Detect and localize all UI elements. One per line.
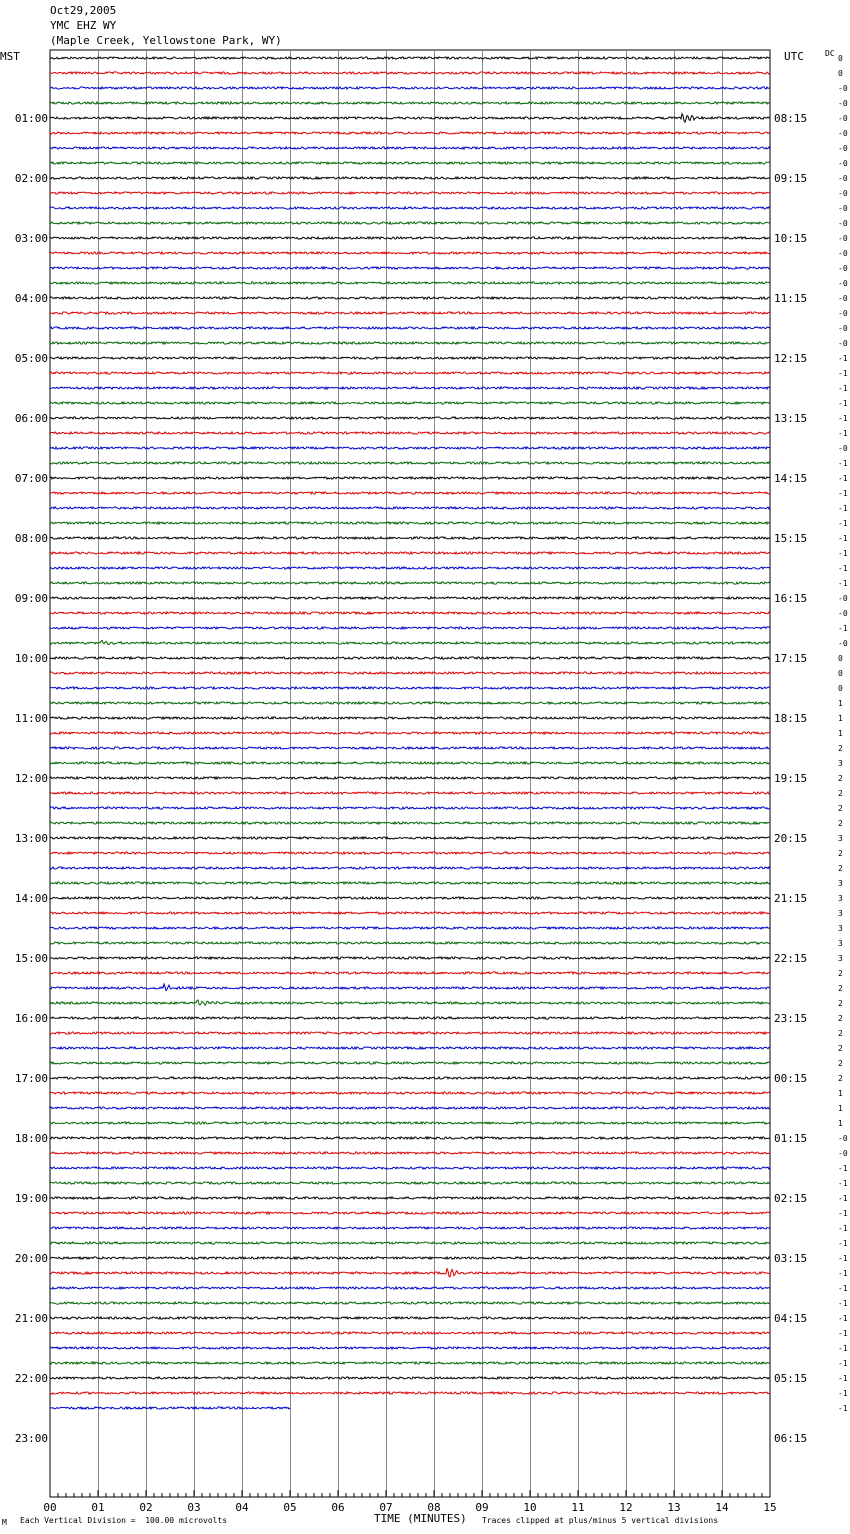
dc-offset-value: 2 bbox=[838, 969, 843, 978]
trace-line bbox=[50, 312, 770, 314]
dc-offset-value: -1 bbox=[838, 399, 848, 408]
dc-offset-value: 0 bbox=[838, 69, 843, 78]
x-tick-label: 04 bbox=[235, 1501, 249, 1514]
dc-offset-value: 1 bbox=[838, 699, 843, 708]
hour-label-right: 08:15 bbox=[774, 112, 808, 125]
dc-offset-value: -0 bbox=[838, 639, 848, 648]
trace-line bbox=[50, 1257, 770, 1259]
trace-line bbox=[50, 1122, 770, 1124]
x-tick-label: 10 bbox=[523, 1501, 537, 1514]
dc-offset-value: -1 bbox=[838, 459, 848, 468]
dc-offset-value: -1 bbox=[838, 1329, 848, 1338]
trace-line bbox=[50, 432, 770, 434]
dc-offset-value: -1 bbox=[838, 1404, 848, 1413]
trace-line bbox=[50, 747, 770, 749]
dc-offset-value: -0 bbox=[838, 324, 848, 333]
station-title: YMC EHZ WY bbox=[50, 19, 117, 32]
dc-offset-value: 1 bbox=[838, 1104, 843, 1113]
trace-line bbox=[50, 762, 770, 764]
hour-label-left: 06:00 bbox=[14, 412, 48, 425]
dc-offset-value: -0 bbox=[838, 1149, 848, 1158]
hour-label-left: 17:00 bbox=[14, 1072, 48, 1085]
trace-line bbox=[50, 342, 770, 344]
trace-line bbox=[50, 1287, 770, 1289]
dc-offset-value: 1 bbox=[838, 729, 843, 738]
dc-offset-value: -0 bbox=[838, 219, 848, 228]
hour-label-right: 12:15 bbox=[774, 352, 808, 365]
trace-line bbox=[50, 777, 770, 779]
dc-offset-value: -1 bbox=[838, 1374, 848, 1383]
trace-line bbox=[50, 1212, 770, 1214]
dc-offset-value: -1 bbox=[838, 1269, 848, 1278]
trace-line bbox=[50, 1017, 770, 1019]
trace-line bbox=[50, 492, 770, 494]
trace-line bbox=[50, 267, 770, 269]
trace-line bbox=[50, 717, 770, 719]
dc-offset-value: -0 bbox=[838, 294, 848, 303]
trace-line bbox=[50, 1347, 770, 1349]
trace-line bbox=[50, 1077, 770, 1079]
dc-offset-value: 0 bbox=[838, 54, 843, 63]
hour-label-right: 00:15 bbox=[774, 1072, 808, 1085]
x-tick-label: 03 bbox=[187, 1501, 201, 1514]
trace-line bbox=[50, 477, 770, 479]
trace-line bbox=[50, 357, 770, 359]
x-tick-label: 14 bbox=[715, 1501, 729, 1514]
dc-offset-value: 2 bbox=[838, 774, 843, 783]
dc-offset-value: -1 bbox=[838, 564, 848, 573]
trace-line bbox=[50, 837, 770, 839]
dc-offset-value: -1 bbox=[838, 519, 848, 528]
hour-label-right: 14:15 bbox=[774, 472, 808, 485]
dc-offset-value: 0 bbox=[838, 654, 843, 663]
dc-offset-value: -1 bbox=[838, 1314, 848, 1323]
trace-line bbox=[50, 462, 770, 464]
dc-offset-value: -0 bbox=[838, 339, 848, 348]
dc-offset-value: -1 bbox=[838, 1224, 848, 1233]
x-axis-label: TIME (MINUTES) bbox=[374, 1512, 467, 1525]
dc-offset-value: -0 bbox=[838, 1134, 848, 1143]
hour-label-right: 01:15 bbox=[774, 1132, 808, 1145]
dc-offset-value: -0 bbox=[838, 84, 848, 93]
hour-label-left: 18:00 bbox=[14, 1132, 48, 1145]
trace-line bbox=[50, 1092, 770, 1094]
hour-label-left: 13:00 bbox=[14, 832, 48, 845]
trace-line bbox=[50, 537, 770, 539]
hour-label-right: 20:15 bbox=[774, 832, 808, 845]
trace-line bbox=[50, 672, 770, 674]
dc-offset-value: 3 bbox=[838, 909, 843, 918]
trace-line bbox=[50, 1242, 770, 1244]
dc-offset-value: -1 bbox=[838, 489, 848, 498]
trace-line bbox=[50, 1167, 770, 1169]
trace-line bbox=[50, 162, 770, 164]
trace-line bbox=[50, 1047, 770, 1049]
hour-label-right: 03:15 bbox=[774, 1252, 808, 1265]
hour-label-left: 07:00 bbox=[14, 472, 48, 485]
dc-offset-value: 3 bbox=[838, 954, 843, 963]
date-title: Oct29,2005 bbox=[50, 4, 117, 17]
dc-offset-value: 2 bbox=[838, 1059, 843, 1068]
trace-line bbox=[50, 114, 770, 122]
x-tick-label: 07 bbox=[379, 1501, 393, 1514]
dc-offset-value: 2 bbox=[838, 1014, 843, 1023]
scale-note: Each Vertical Division = 100.00 microvolts bbox=[20, 1516, 228, 1525]
trace-line bbox=[50, 282, 770, 284]
hour-label-right: 13:15 bbox=[774, 412, 808, 425]
dc-offset-value: -1 bbox=[838, 414, 848, 423]
trace-line bbox=[50, 1000, 770, 1005]
hour-label-left: 09:00 bbox=[14, 592, 48, 605]
trace-line bbox=[50, 657, 770, 659]
dc-offset-value: -1 bbox=[838, 1254, 848, 1263]
trace-line bbox=[50, 1407, 290, 1409]
right-timezone-label: UTC bbox=[784, 50, 804, 63]
dc-offset-value: 2 bbox=[838, 819, 843, 828]
dc-offset-value: -0 bbox=[838, 234, 848, 243]
trace-line bbox=[50, 1032, 770, 1034]
dc-offset-value: -0 bbox=[838, 159, 848, 168]
dc-offset-value: -0 bbox=[838, 279, 848, 288]
trace-line bbox=[50, 597, 770, 599]
trace-line bbox=[50, 252, 770, 254]
dc-offset-value: -1 bbox=[838, 1194, 848, 1203]
trace-line bbox=[50, 177, 770, 179]
trace-line bbox=[50, 957, 770, 959]
x-tick-label: 15 bbox=[763, 1501, 777, 1514]
dc-offset-value: 2 bbox=[838, 1074, 843, 1083]
hour-label-right: 02:15 bbox=[774, 1192, 808, 1205]
dc-offset-value: -1 bbox=[838, 1209, 848, 1218]
trace-line bbox=[50, 867, 770, 869]
trace-line bbox=[50, 984, 770, 991]
hour-label-right: 17:15 bbox=[774, 652, 808, 665]
hour-label-left: 03:00 bbox=[14, 232, 48, 245]
trace-line bbox=[50, 207, 770, 209]
trace-line bbox=[50, 192, 770, 194]
hour-label-left: 22:00 bbox=[14, 1372, 48, 1385]
dc-offset-value: 3 bbox=[838, 759, 843, 768]
trace-line bbox=[50, 402, 770, 404]
hour-label-right: 21:15 bbox=[774, 892, 808, 905]
trace-line bbox=[50, 1377, 770, 1379]
dc-offset-value: -1 bbox=[838, 1179, 848, 1188]
hour-label-left: 15:00 bbox=[14, 952, 48, 965]
hour-label-right: 16:15 bbox=[774, 592, 808, 605]
left-timezone-label: MST bbox=[0, 50, 20, 63]
trace-line bbox=[50, 1332, 770, 1334]
trace-line bbox=[50, 447, 770, 449]
dc-offset-value: -0 bbox=[838, 114, 848, 123]
dc-offset-value: 2 bbox=[838, 849, 843, 858]
dc-offset-value: -1 bbox=[838, 1389, 848, 1398]
trace-line bbox=[50, 882, 770, 884]
x-tick-label: 08 bbox=[427, 1501, 441, 1514]
hour-label-right: 23:15 bbox=[774, 1012, 808, 1025]
trace-line bbox=[50, 147, 770, 149]
trace-line bbox=[50, 387, 770, 389]
dc-offset-value: -1 bbox=[838, 384, 848, 393]
trace-line bbox=[50, 912, 770, 914]
x-tick-label: 00 bbox=[43, 1501, 57, 1514]
hour-label-right: 22:15 bbox=[774, 952, 808, 965]
trace-line bbox=[50, 1362, 770, 1364]
location-title: (Maple Creek, Yellowstone Park, WY) bbox=[50, 34, 282, 47]
hour-label-right: 18:15 bbox=[774, 712, 808, 725]
trace-line bbox=[50, 132, 770, 134]
trace-line bbox=[50, 72, 770, 74]
x-tick-label: 01 bbox=[91, 1501, 105, 1514]
hour-label-left: 16:00 bbox=[14, 1012, 48, 1025]
dc-offset-value: 1 bbox=[838, 1119, 843, 1128]
x-tick-label: 02 bbox=[139, 1501, 153, 1514]
hour-label-left: 02:00 bbox=[14, 172, 48, 185]
dc-offset-value: -0 bbox=[838, 99, 848, 108]
dc-offset-value: 0 bbox=[838, 669, 843, 678]
dc-offset-value: -1 bbox=[838, 1284, 848, 1293]
trace-line bbox=[50, 222, 770, 224]
hour-label-right: 11:15 bbox=[774, 292, 808, 305]
trace-line bbox=[50, 1152, 770, 1154]
dc-offset-value: -1 bbox=[838, 1359, 848, 1368]
dc-offset-value: -1 bbox=[838, 624, 848, 633]
dc-offset-value: -0 bbox=[838, 144, 848, 153]
trace-line bbox=[50, 822, 770, 824]
trace-line bbox=[50, 792, 770, 794]
hour-label-right: 15:15 bbox=[774, 532, 808, 545]
trace-line bbox=[50, 1107, 770, 1109]
hour-label-right: 09:15 bbox=[774, 172, 808, 185]
trace-line bbox=[50, 702, 770, 704]
trace-line bbox=[50, 1268, 770, 1277]
dc-offset-value: 1 bbox=[838, 1089, 843, 1098]
dc-offset-value: -1 bbox=[838, 579, 848, 588]
dc-offset-value: -0 bbox=[838, 174, 848, 183]
trace-line bbox=[50, 237, 770, 239]
hour-label-left: 12:00 bbox=[14, 772, 48, 785]
dc-offset-value: -1 bbox=[838, 1299, 848, 1308]
dc-offset-value: 2 bbox=[838, 744, 843, 753]
trace-line bbox=[50, 1137, 770, 1139]
dc-offset-value: -1 bbox=[838, 474, 848, 483]
trace-line bbox=[50, 327, 770, 329]
dc-offset-value: 3 bbox=[838, 879, 843, 888]
x-tick-label: 05 bbox=[283, 1501, 297, 1514]
trace-line bbox=[50, 687, 770, 689]
dc-offset-value: 2 bbox=[838, 1044, 843, 1053]
trace-line bbox=[50, 1062, 770, 1064]
trace-line bbox=[50, 102, 770, 104]
dc-offset-value: 3 bbox=[838, 894, 843, 903]
dc-offset-value: 1 bbox=[838, 714, 843, 723]
trace-line bbox=[50, 417, 770, 419]
trace-line bbox=[50, 552, 770, 554]
dc-offset-value: 2 bbox=[838, 864, 843, 873]
hour-label-left: 01:00 bbox=[14, 112, 48, 125]
trace-line bbox=[50, 807, 770, 809]
hour-label-right: 06:15 bbox=[774, 1432, 808, 1445]
hour-label-left: 11:00 bbox=[14, 712, 48, 725]
dc-offset-value: -1 bbox=[838, 504, 848, 513]
corner-mark: M bbox=[2, 1518, 7, 1527]
dc-offset-value: 3 bbox=[838, 924, 843, 933]
dc-offset-value: 3 bbox=[838, 939, 843, 948]
dc-offset-value: -0 bbox=[838, 594, 848, 603]
hour-label-right: 10:15 bbox=[774, 232, 808, 245]
x-tick-label: 09 bbox=[475, 1501, 489, 1514]
dc-offset-value: -1 bbox=[838, 369, 848, 378]
trace-line bbox=[50, 57, 770, 59]
trace-line bbox=[50, 972, 770, 974]
trace-line bbox=[50, 567, 770, 569]
dc-offset-value: -1 bbox=[838, 354, 848, 363]
trace-line bbox=[50, 1197, 770, 1199]
trace-line bbox=[50, 640, 770, 644]
trace-line bbox=[50, 1392, 770, 1394]
x-tick-label: 12 bbox=[619, 1501, 633, 1514]
clip-note: Traces clipped at plus/minus 5 vertical divisions bbox=[482, 1516, 719, 1525]
hour-label-left: 20:00 bbox=[14, 1252, 48, 1265]
dc-offset-value: -1 bbox=[838, 534, 848, 543]
trace-line bbox=[50, 852, 770, 854]
x-tick-label: 13 bbox=[667, 1501, 681, 1514]
dc-offset-value: -1 bbox=[838, 1164, 848, 1173]
trace-line bbox=[50, 1227, 770, 1229]
dc-offset-value: -0 bbox=[838, 249, 848, 258]
trace-line bbox=[50, 522, 770, 524]
trace-line bbox=[50, 87, 770, 89]
dc-offset-value: -0 bbox=[838, 129, 848, 138]
x-tick-label: 11 bbox=[571, 1501, 585, 1514]
dc-offset-value: -1 bbox=[838, 429, 848, 438]
hour-label-left: 04:00 bbox=[14, 292, 48, 305]
dc-offset-value: -0 bbox=[838, 204, 848, 213]
trace-line bbox=[50, 612, 770, 614]
x-tick-label: 06 bbox=[331, 1501, 345, 1514]
trace-line bbox=[50, 297, 770, 299]
dc-label: DC bbox=[825, 49, 835, 58]
dc-offset-value: -0 bbox=[838, 609, 848, 618]
hour-label-right: 05:15 bbox=[774, 1372, 808, 1385]
trace-line bbox=[50, 582, 770, 584]
dc-offset-value: 0 bbox=[838, 684, 843, 693]
dc-offset-value: 2 bbox=[838, 984, 843, 993]
trace-line bbox=[50, 897, 770, 899]
dc-offset-value: -0 bbox=[838, 189, 848, 198]
trace-line bbox=[50, 927, 770, 929]
dc-offset-value: -0 bbox=[838, 264, 848, 273]
hour-label-left: 21:00 bbox=[14, 1312, 48, 1325]
dc-offset-value: 2 bbox=[838, 999, 843, 1008]
hour-label-left: 08:00 bbox=[14, 532, 48, 545]
trace-line bbox=[50, 1302, 770, 1304]
dc-offset-value: -0 bbox=[838, 444, 848, 453]
dc-offset-value: 2 bbox=[838, 789, 843, 798]
hour-label-left: 19:00 bbox=[14, 1192, 48, 1205]
hour-label-left: 10:00 bbox=[14, 652, 48, 665]
dc-offset-value: -1 bbox=[838, 1344, 848, 1353]
hour-label-left: 23:00 bbox=[14, 1432, 48, 1445]
trace-line bbox=[50, 1182, 770, 1184]
trace-line bbox=[50, 1317, 770, 1319]
trace-line bbox=[50, 507, 770, 509]
dc-offset-value: -1 bbox=[838, 549, 848, 558]
dc-offset-value: -0 bbox=[838, 309, 848, 318]
trace-line bbox=[50, 942, 770, 944]
hour-label-left: 14:00 bbox=[14, 892, 48, 905]
hour-label-right: 04:15 bbox=[774, 1312, 808, 1325]
dc-offset-value: -1 bbox=[838, 1239, 848, 1248]
hour-label-left: 05:00 bbox=[14, 352, 48, 365]
dc-offset-value: 2 bbox=[838, 804, 843, 813]
trace-line bbox=[50, 372, 770, 374]
dc-offset-value: 2 bbox=[838, 1029, 843, 1038]
trace-line bbox=[50, 732, 770, 734]
hour-label-right: 19:15 bbox=[774, 772, 808, 785]
trace-line bbox=[50, 627, 770, 629]
dc-offset-value: 3 bbox=[838, 834, 843, 843]
